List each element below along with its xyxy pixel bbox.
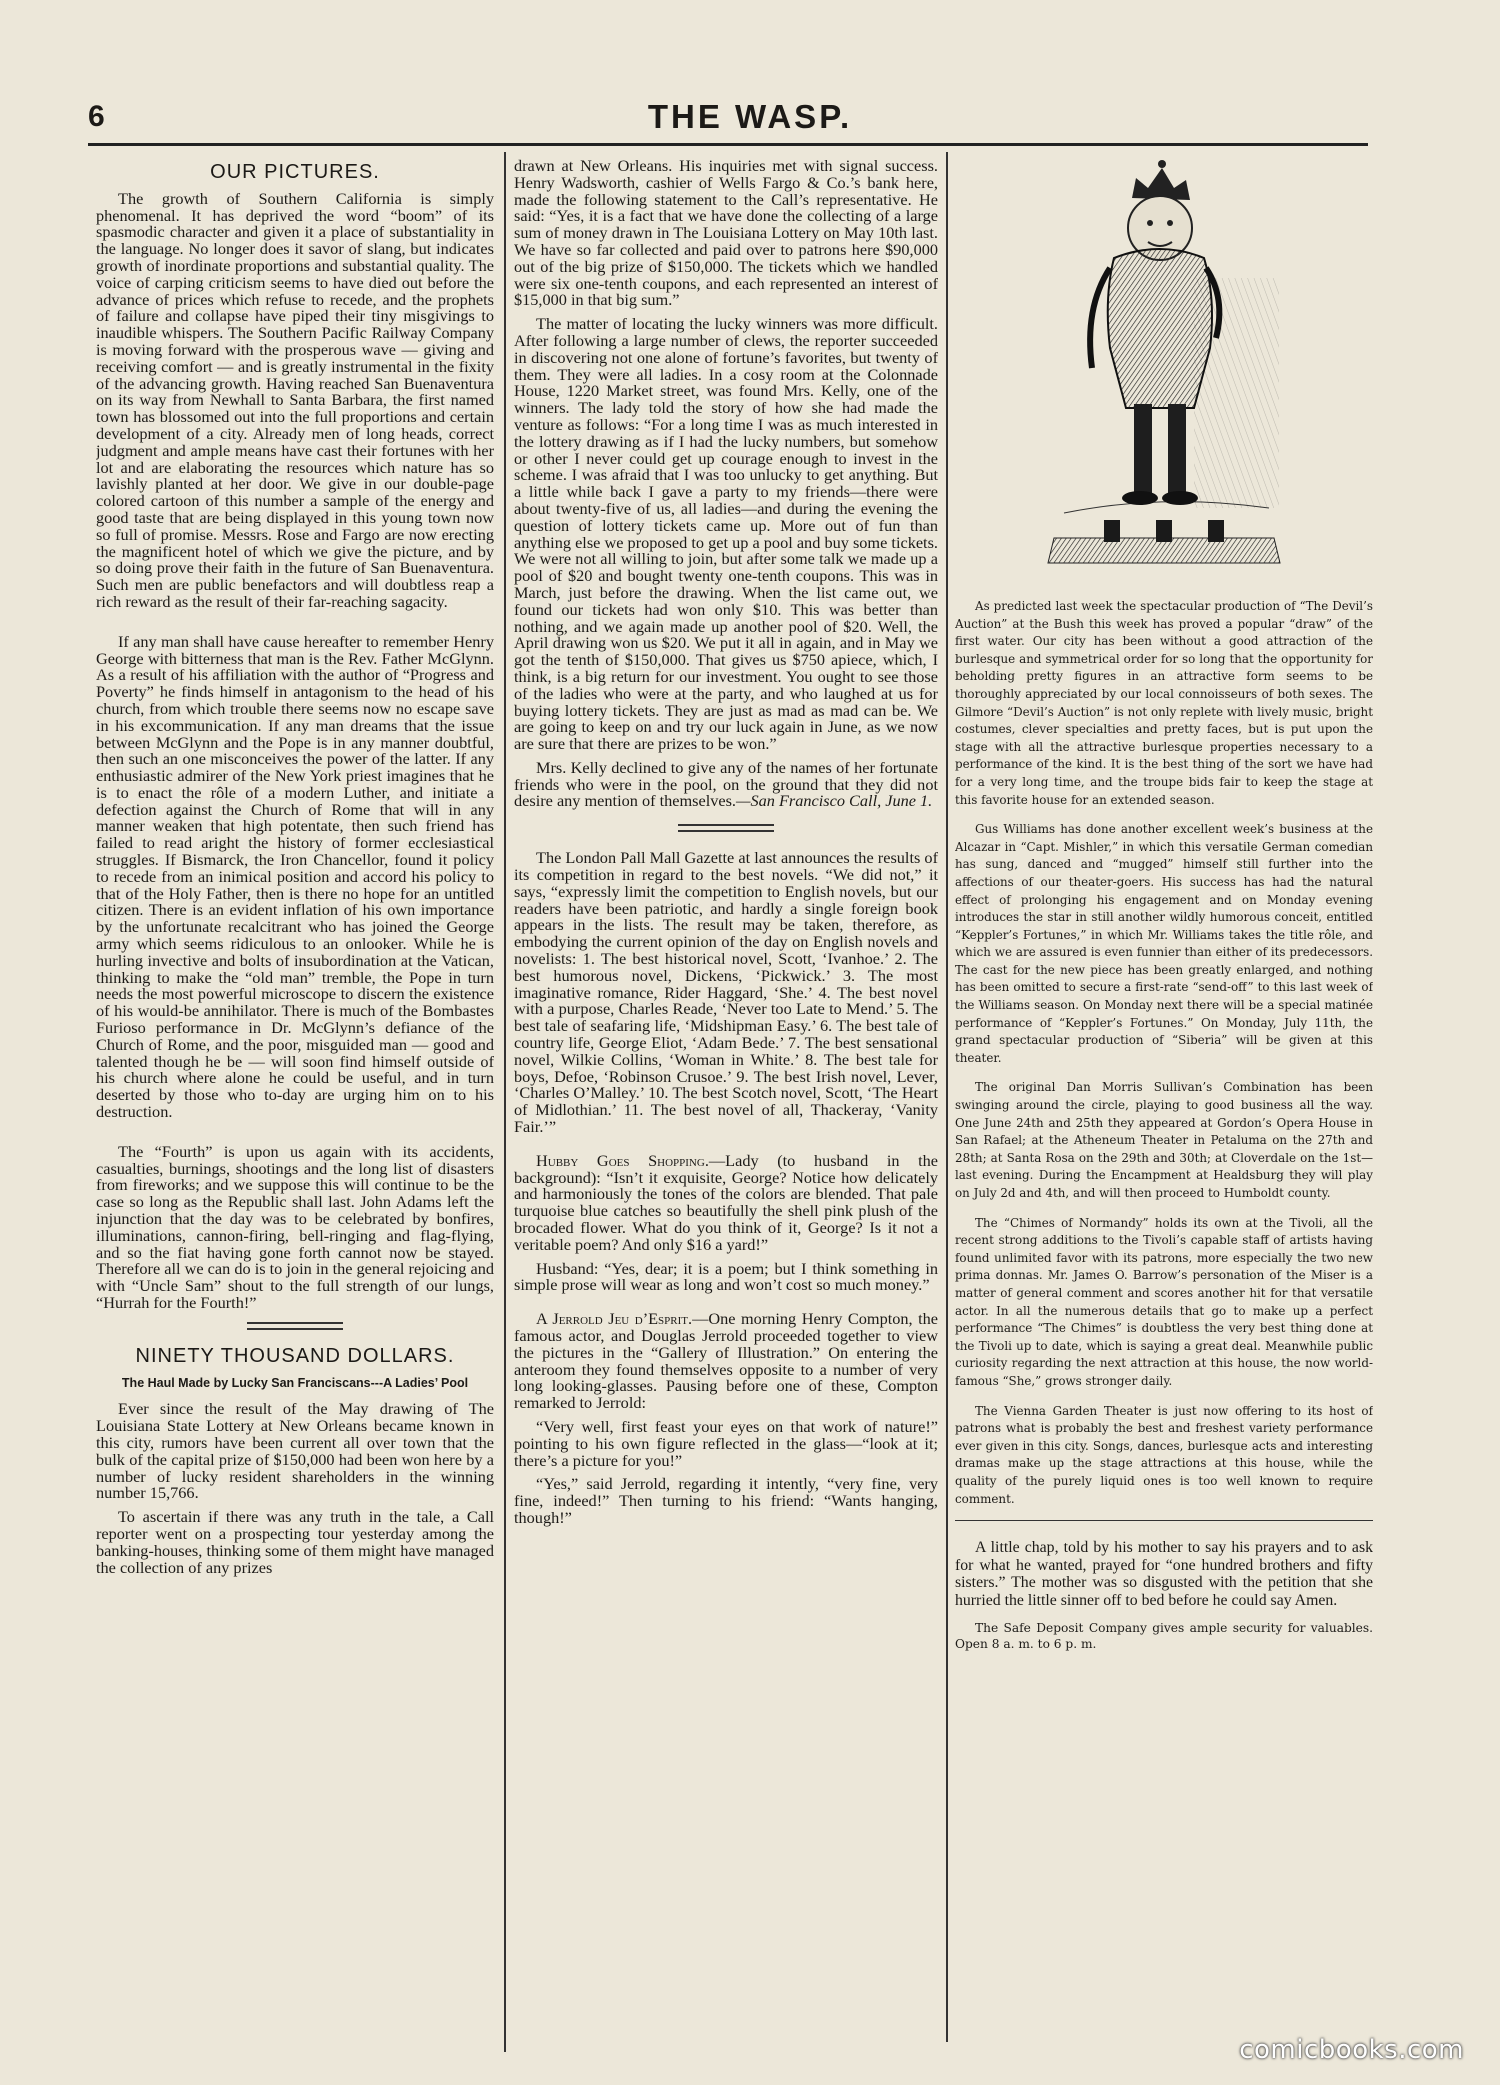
article-source: —San Francisco Call, June 1. [736,791,933,811]
article-paragraph: A little chap, told by his mother to say his prayers and to ask for what he wanted, prayed for “one hundred brothers and fifty sisters.” The mother was so disgusted with the petition that she hurried the little sinner off to bed before he could say Amen. [955,1539,1373,1609]
section-divider [955,1520,1373,1521]
article-paragraph: The Vienna Garden Theater is just now offering to its host of patrons what is probably the best and freshest variety performance ever given in this city. Songs, dances, burlesque acts and interesting dramas make up the stage attractions at this house, while the quality of the purely liquid ones is too well known to require comment. [955,1403,1373,1506]
column-1 [96,158,494,2078]
column-rule [504,152,506,2052]
section-heading: OUR PICTURES. [210,161,380,183]
page-number: 6 [88,100,105,133]
section-heading: NINETY THOUSAND DOLLARS. [135,1344,455,1367]
theater-notes [955,598,1373,1508]
anecdote [955,1539,1373,1609]
article-paragraph: The Safe Deposit Company gives ample security for valuables. Open 8 a. m. to 6 p. m. [955,1621,1373,1651]
article-paragraph: The “Fourth” is upon us again with its accidents, casualties, burnings, shootings and the long list of disasters from fireworks; and we suppose this will continue to be the case so long as the Republic shall last. John Adams left the injunction that the day was to be celebrated by bonfires, illuminations, cannon-firing, bell-ringing and flag-flying, and so the fiat having gone forth cannot now be stayed. Therefore all we can do is to join in the general rejoicing and with “Uncle Sam” shout to the full strength of our lungs, “Hurrah for the Fourth!” [96,1141,494,1312]
column-rule [946,152,948,2042]
article-paragraph: The London Pall Mall Gazette at last announces the results of its competition in regard to the best novels. “We did not,” it says, “expressly limit the competition to English novels, but our readers have been patriotic, and hardly a single foreign book appears in the lists. The result may be taken, therefore, as embodying the current opinion of the day on English novels and novelists: 1. The best historical novel, Scott, ‘Ivanhoe.’ 2. The best humorous novel, Dickens, ‘Pickwick.’ 3. The most imaginative romance, Rider Haggard, ‘She.’ 4. The best novel with a purpose, Charles Reade, ‘Never too Late to Mend.’ 5. The best tale of seafaring life, ‘Midshipman Easy.’ 6. The best tale of country life, George Eliot, ‘Adam Bede.’ 7. The best sensational novel, Wilkie Collins, ‘Woman in White.’ 8. The best tale for boys, Defoe, ‘Robinson Crusoe.’ 9. The best Irish novel, Lever, ‘Charles O’Malley.’ 10. The best Scotch novel, Scott, ‘The Heart of Midlothian.’ 11. The best novel of all, Thackeray, ‘Vanity Fair.’” [514,848,938,1137]
article-paragraph: To ascertain if there was any truth in the tale, a Call reporter went on a prospecting tour yesterday among the banking-houses, thinking some of them might have managed the collection of any prizes [96,1507,494,1577]
article-paragraph: As predicted last week the spectacular production of “The Devil’s Auction” at the Bush this week has proved a popular “draw” of the first water. Our city has been without a good attraction of the burlesque and symmetrical order for so long that the opportunity for beholding pretty figures in an attractive form seems to be thoroughly appreciated by our local connoisseurs of both sexes. The Gilmore “Devil’s Auction” is not only replete with lively music, bright costumes, clever specialties and pretty faces, but is put upon the stage with all the attractive burlesque properties necessary to a performance of the kind. It is the best thing of the sort we have had for a very long time, and the troupe bids fair to keep the stage at this favorite house for an extended season. [955,599,1373,807]
article-paragraph: Ever since the result of the May drawing of The Louisiana State Lottery at New Orleans became known in this city, rumors have been current all over town that the bulk of the capital prize of $150,000 had been won here by a number of lucky resident shareholders in the winning number 15,766. [96,1399,494,1503]
advertisement [955,1621,1373,1652]
article-paragraph [514,1311,938,1412]
column-3 [955,158,1373,2058]
article-paragraph: Husband: “Yes, dear; it is a poem; but I think something in simple prose will wear as long and won’t cost so much money.” [514,1258,938,1295]
item-title: A Jerrold Jeu d’Esprit. [536,1309,693,1329]
article-paragraph: Gus Williams has done another excellent week’s business at the Alcazar in “Capt. Mishler,” in which this versatile German comedian has sung, danced and “mugged” himself still further into the affections of our theater-goers. His success has had the natural effect of prolonging his engagement and on Monday evening introduces the star in still another wildly humorous conceit, entitled “Keppler’s Fortunes,” in which Mr. Williams takes the title rôle, and which we are assured is even funnier than either of its predecessors. The cast for the new piece has been greatly enlarged, and nothing has been omitted to secure a first-rate “send-off” to this last week of the Williams season. On Monday next there will be a special matinée performance of “Keppler’s Fortunes.” On Monday, July 11th, the grand spectacular production of “Siberia” will be given at this theater. [955,822,1373,1065]
section-subheading: The Haul Made by Lucky San Franciscans---A Ladies’ Pool [121,1375,469,1390]
column-2 [514,158,938,2078]
article-paragraph [514,757,938,811]
article-paragraph: The growth of Southern California is simply phenomenal. It has deprived the word “boom” of its spasmodic character and given it a place of substantiality in the language. No longer does it savor of slang, but indicates growth of inordinate proportions and substantial quality. The voice of carping criticism seems to have died out before the advance of prices which refuse to recede, and the prophets of failure and collapse have piped their tiny misgivings to inaudible whispers. The Southern Pacific Railway Company is moving forward with the prosperous wave — giving and receiving comfort — and is greatly instrumental in the fixity of the advancing growth. Having reached San Buenaventura on its way from Newhall to Santa Barbara, the first named town has blossomed out into the full proportions and certain development of a city. Already men of long heads, correct judgment and ample means have cast their fortunes with her lot and are elaborating the resources which nature has so lavishly planted at her door. We give in our double-page colored cartoon of this number a sample of the energy and good taste that are being displayed in this young town now so full of promise. Messrs. Rose and Fargo are now erecting the magnificent hotel of which we give the picture, and by so doing prove their faith in the future of San Buenaventura. Such men are public benefactors and will doubtless reap a rich reward as the result of their far-reaching sagacity. [96,188,494,611]
article-paragraph [514,1150,938,1254]
item-title: Hubby Goes Shopping. [536,1150,709,1170]
article-paragraph: The matter of locating the lucky winners was more difficult. After following a large number of clews, the reporter succeeded in discovering not one alone of fortune’s favorites, but twenty of them. They were all ladies. In a cosy room at the Colonnade House, 1220 Market street, was found Mrs. Kelly, one of the winners. The lady told the story of how she had made the venture as follows: “For a long time I was as much interested in the lottery drawing as if I had the lucky numbers, but somehow or other I never could get up courage enough to invest in the scheme. I was afraid that I was too unlucky to get anything. But a little while back I gave a party to my friends—there were about twenty-five of us, all ladies—and during the evening the question of lottery tickets came up. More out of fun than anything else we proposed to get up a pool and buy some tickets. We were not all willing to join, but after some talk we made up a pool of $20 and bought twenty one-tenth coupons. This was in March, just before the drawing. When the list came out, we found our tickets had won only $10. This was better than nothing, and we again made up another pool of $20. Well, the April drawing won us $20. We put it all in again, and in May we got the tenth of $150,000. That gives us $750 apiece, which, I think, is a big return for our investment. You ought to see those of the ladies who were at the party, and who laughed at us for buying lottery tickets. They are just as mad as mad can be. We are going to keep on and try our luck again in June, as we now are sure that there are prizes to be won.” [514,314,938,754]
article-text: —One morning Henry Compton, the famous actor, and Douglas Jerrold proceeded together to view the pictures in the “Gallery of Illustration.” On entering the anteroom they found themselves opposite to a number of very long looking-glasses. Pausing before one of these, Compton remarked to Jerrold: [514,1309,938,1413]
article-paragraph: The original Dan Morris Sullivan’s Combination has been swinging around the circle, playing to good business all the way. One June 24th and 25th they appeared at Gordon’s Opera House in San Rafael; at the Atheneum Theater in Petaluma on the 27th and 28th; at Santa Rosa on the 29th and 30th; at Cloverdale on the 1st—last evening. During the Encampment at Healdsburg they will play on July 2d and 4th, and will then proceed to Humboldt county. [955,1080,1373,1200]
masthead: THE WASP. [647,98,853,135]
king-caricature-illustration [1044,158,1284,576]
article-paragraph: If any man shall have cause hereafter to remember Henry George with bitterness that man is the Rev. Father McGlynn. As a result of his affiliation with the author of “Progress and Poverty” he finds himself in antagonism to the head of his church, from which trouble there seems now no escape save in his excommunication. If any man dreams that the issue between McGlynn and the Pope is in any manner doubtful, then such an one misconceives the power of the latter. If any enthusiastic admirer of the New York priest imagines that he is to enact the rôle of a modern Luther, and initiate a defection against the Church of Rome that will in any manner weaken that high potentate, then such friend has failed to read aright the history of former ecclesiastical struggles. If Bismarck, the Iron Chancellor, found it policy to recede from an inimical position and accord his policy to that of the Holy Father, then is there no hope for an untitled citizen. There is an evident inflation of his own importance by the unfortunate recalcitrant who has joined the George army which seems ridiculous to an onlooker. While he is hurling invective and bolts of insubordination at the Vatican, thinking to make the “old man” tremble, the Pope in turn needs the most powerful microscope to discern the existence of his would-be annihilator. There is much of the Bombastes Furioso performance in Dr. McGlynn’s defiance of the Church of Rome, and the poor, misguided man — good and talented though he be — will soon find himself outside of his church where alone he could be useful, and in turn deserted by those who to-day are urging him on to his destruction. [96,631,494,1122]
article-text: —Lady (to husband in the background): “Isn’t it exquisite, George? Notice how delicately and harmoniously the tones of the colors are blended. That pale turquoise blue catches so beautifully the shell pink plush of the brocaded flower. What do you think of it, George? Is it not a veritable poem? And only $16 a yard!” [514,1150,938,1254]
watermark: comicbooks.com [1239,2035,1464,2065]
article-paragraph: “Very well, first feast your eyes on that work of nature!” pointing to his own figure reflected in the glass—“look at it; there’s a picture for you!” [514,1416,938,1470]
article-paragraph: drawn at New Orleans. His inquiries met with signal success. Henry Wadsworth, cashier of Wells Fargo & Co.’s bank here, made the following statement to the Call’s representative. He said: “Yes, it is a fact that we have done the collecting of a large sum of money drawn in The Louisiana Lottery on May 10th last. We have so far collected and paid over to patrons here $90,000 out of the big prize of $150,000. The tickets which we handled were six one-tenth coupons, and each represented an interest of $15,000 in that big sum.” [514,158,938,310]
section-divider [678,830,774,832]
section-divider [247,1322,343,1324]
article-text: Mrs. Kelly declined to give any of the names of her fortunate friends who were in the pool, on the ground that they did not desire any mention of themselves. [514,757,938,811]
section-divider [247,1328,343,1330]
article-paragraph: “Yes,” said Jerrold, regarding it intently, “very fine, very fine, indeed!” Then turning to his friend: “Wants hanging, though!” [514,1474,938,1527]
header-rule [88,143,1368,146]
article-paragraph: The “Chimes of Normandy” holds its own at the Tivoli, all the recent strong additions to the Tivoli’s capable staff of artists having found unlimited favor with its patrons, more especially the two new prima donnas. Mr. James O. Barrow’s personation of the Miser is a matter of general comment and scores another hit for that versatile actor. In all the numerous details that go to make up a perfect performance “The Chimes” is doubtless the very best thing done at the Tivoli up to date, which is saying a great deal. Meanwhile public curiosity regarding the next attraction at this house, the now world-famous “She,” grows stronger daily. [955,1215,1373,1388]
section-divider [678,824,774,826]
